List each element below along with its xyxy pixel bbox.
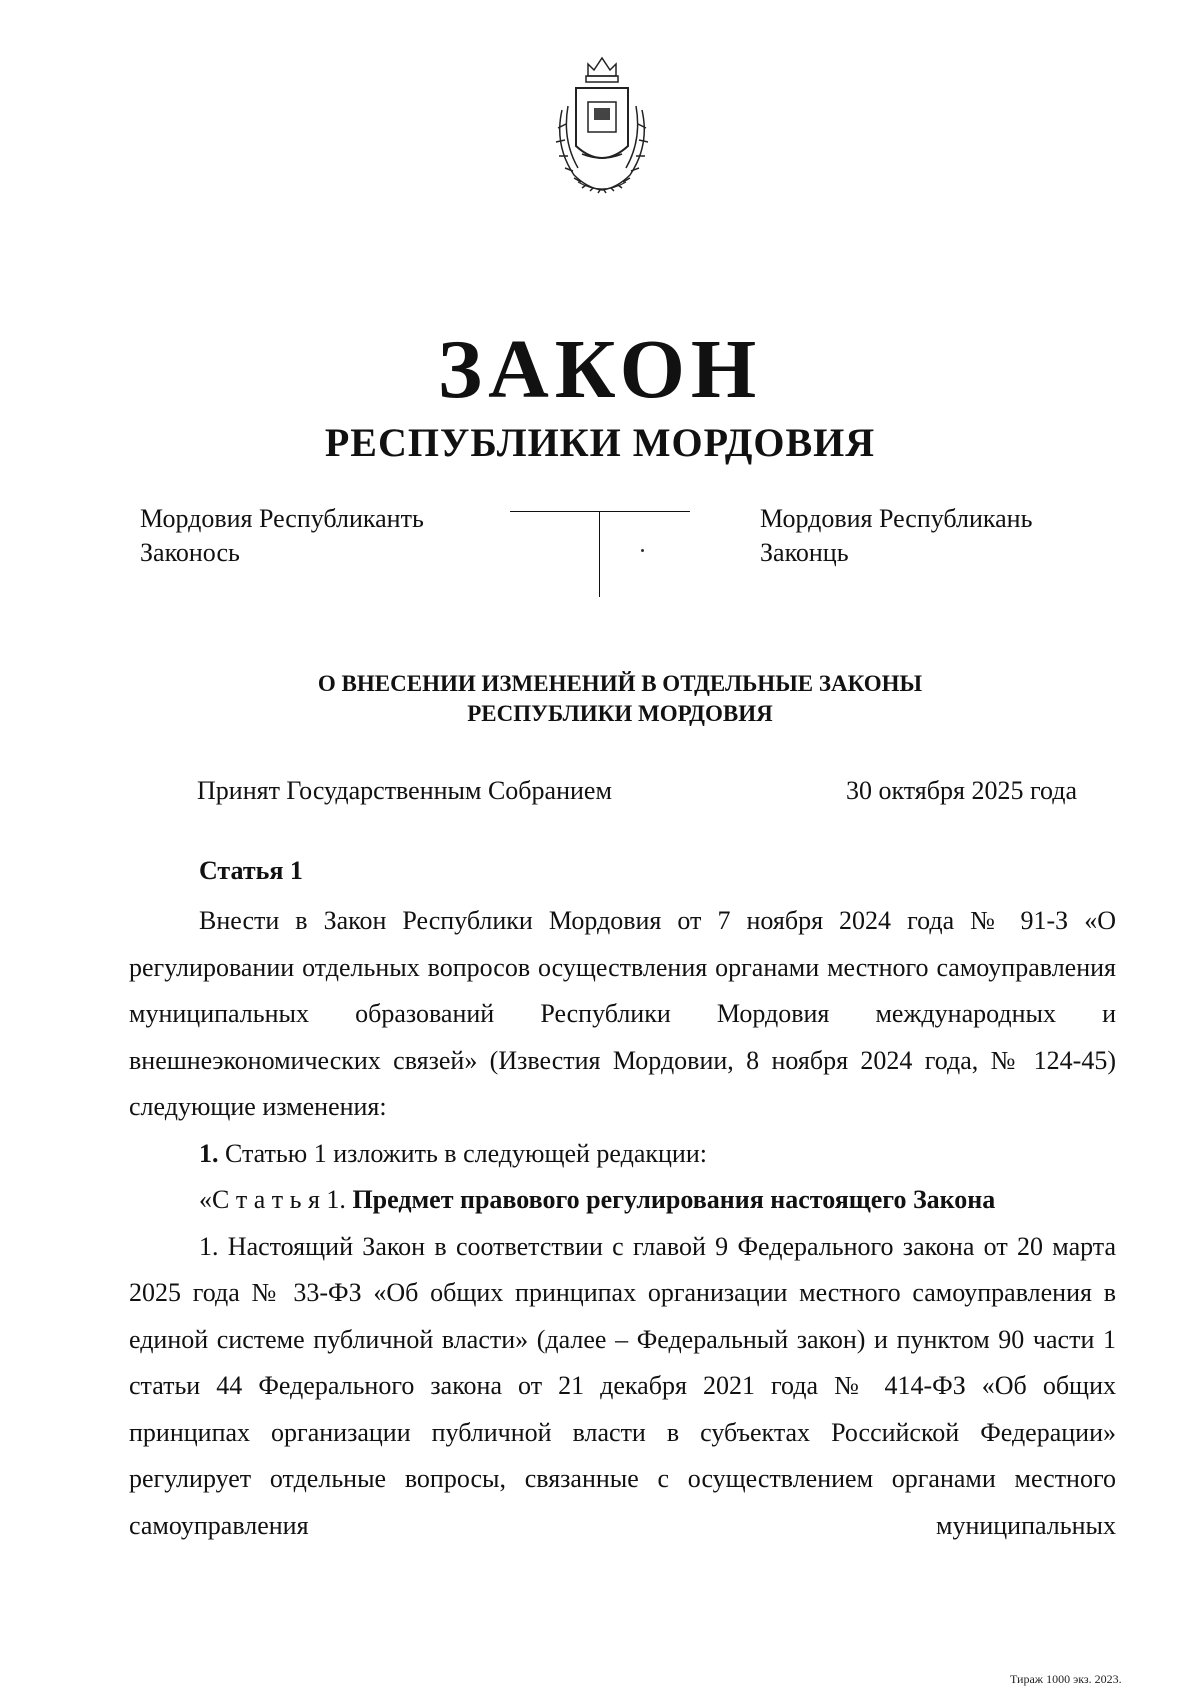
registration-mark-vertical — [599, 511, 600, 597]
document-title: ЗАКОН — [437, 323, 763, 416]
law-title-line1: О ВНЕСЕНИИ ИЗМЕНЕНИЙ В ОТДЕЛЬНЫЕ ЗАКОНЫ — [317, 671, 923, 696]
article-paragraph-1: Внести в Закон Республики Мордовия от 7 ноября 2024 года № 91-З «О регулировании отдельных вопросов осуществления органами местного самоуправления муниципальных образований Республики Мордовия международных и внешнеэкономических связей» (Известия Мордовии, 8 ноября 2024 года, № 124-45) следующие изменения: — [129, 906, 1116, 1121]
registration-mark-horizontal — [510, 511, 690, 512]
erzya-title-line2: Законць — [760, 538, 849, 567]
adopted-by: Принят Государственным Собранием — [197, 776, 612, 805]
print-run-note: Тираж 1000 экз. 2023. — [1010, 1672, 1122, 1686]
adopted-date: 30 октября 2025 года — [846, 776, 1077, 805]
article-item-1 — [129, 1131, 1116, 1178]
article-item-1-number: 1. — [199, 1138, 219, 1168]
law-title — [0, 669, 1200, 729]
document-subtitle: РЕСПУБЛИКИ МОРДОВИЯ — [324, 420, 876, 465]
article-heading: Статья 1 — [199, 856, 303, 885]
moksha-title-line1: Мордовия Республиканть — [140, 504, 424, 533]
article-item-1-text: Статью 1 изложить в следующей редакции: — [218, 1138, 707, 1168]
moksha-title — [140, 502, 424, 570]
article-body — [129, 898, 1116, 1549]
moksha-title-line2: Законось — [140, 538, 240, 567]
article-paragraph-2: 1. Настоящий Закон в соответствии с главой 9 Федерального закона от 20 марта 2025 года № 33-ФЗ «Об общих принципах организации местного самоуправления в единой системе публичной власти» (далее – Федеральный закон) и пунктом 90 части 1 статьи 44 Федерального закона от 21 декабря 2021 года № 414-ФЗ «Об общих принципах организации публичной власти в субъектах Российской Федерации» регулирует отдельные вопросы, связанные с осуществлением органами местного самоуправления муниципальных — [129, 1231, 1116, 1540]
new-article-heading — [129, 1177, 1116, 1224]
new-article-title: Предмет правового регулирования настоящего Закона — [345, 1185, 996, 1214]
law-title-line2: РЕСПУБЛИКИ МОРДОВИЯ — [467, 701, 773, 726]
erzya-title — [760, 502, 1032, 570]
registration-mark-dot — [641, 549, 644, 552]
coat-of-arms-icon — [532, 50, 672, 200]
erzya-title-line1: Мордовия Республикань — [760, 504, 1033, 533]
new-article-prefix: «С т а т ь я 1. — [199, 1185, 346, 1214]
